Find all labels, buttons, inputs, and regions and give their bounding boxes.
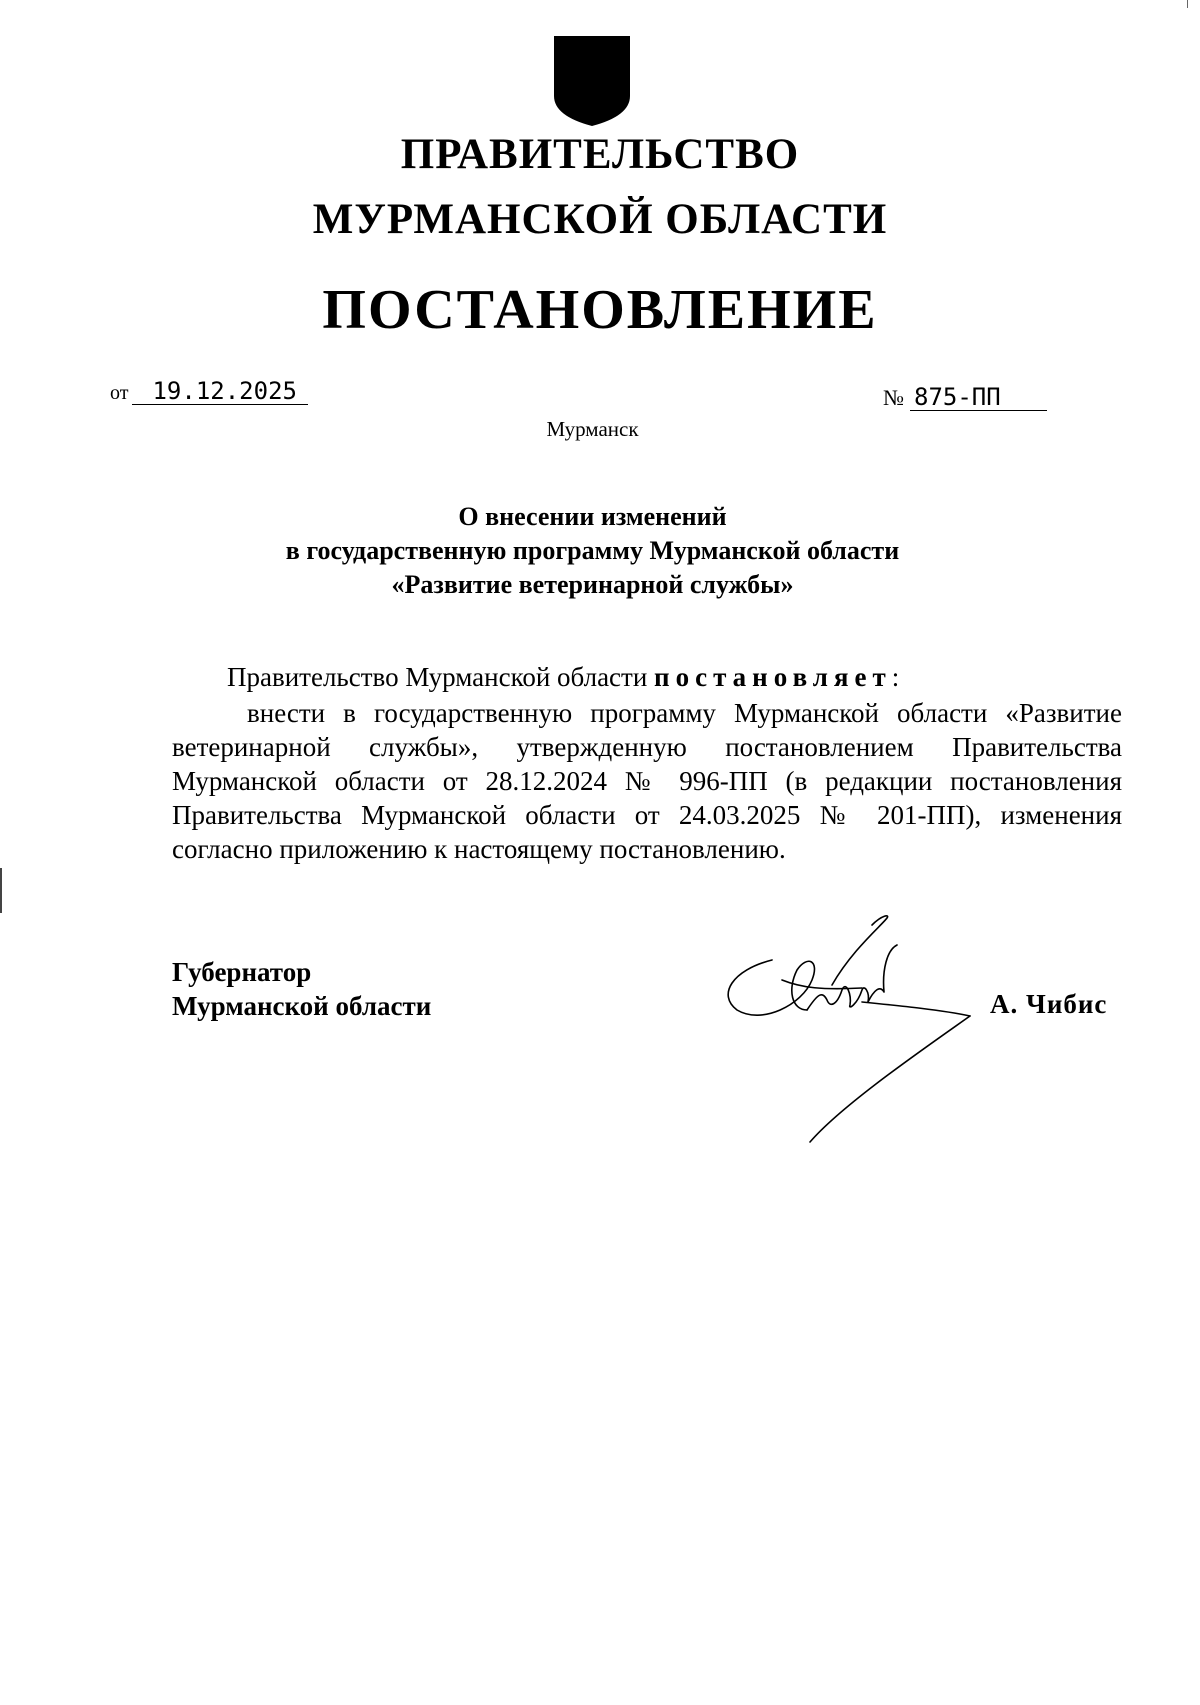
intro-resolves-word: постановляет (654, 662, 892, 692)
document-body (172, 660, 1122, 866)
subject-line-2: в государственную программу Мурманской области (285, 536, 900, 565)
document-number (883, 384, 1047, 411)
document-date (110, 378, 308, 405)
signer-title (172, 955, 431, 1023)
subject-line-3: «Развитие ветеринарной службы» (391, 570, 794, 599)
org-name-line-2: МУРМАНСКОЙ ОБЛАСТИ (312, 196, 888, 243)
document-type-title: ПОСТАНОВЛЕНИЕ (322, 279, 878, 341)
number-prefix: № (883, 385, 904, 410)
scan-edge-mark (0, 868, 2, 913)
date-prefix: от (110, 382, 129, 404)
date-value: 19.12.2025 (132, 378, 308, 405)
intro-colon: : (891, 662, 900, 692)
signer-title-line-2: Мурманской области (172, 991, 432, 1021)
document-city: Мурманск (546, 417, 639, 441)
signer-title-line-1: Губернатор (172, 957, 312, 987)
document-subject (0, 500, 1185, 602)
subject-line-1: О внесении изменений (458, 502, 727, 531)
intro-text: Правительство Мурманской области (227, 662, 655, 692)
number-value: 875-ПП (910, 384, 1047, 411)
intro-paragraph (172, 660, 1122, 694)
org-name-line-1: ПРАВИТЕЛЬСТВО (400, 131, 800, 178)
coat-of-arms-icon (552, 34, 632, 128)
scan-corner-mark (1187, 0, 1188, 8)
main-paragraph: внести в государственную программу Мурманской области «Развитие ветеринарной службы», утвержденную постановлением Правительства Мурманской области от 28.12.2024 № 996-ПП (в редакции постановления Правительства Мурманской области от 24.03.2025 № 201-ПП), изменения согласно приложению к настоящему постановлению. (172, 698, 1122, 864)
signer-name: А. Чибис (990, 989, 1108, 1019)
handwritten-signature-icon (712, 910, 982, 1150)
